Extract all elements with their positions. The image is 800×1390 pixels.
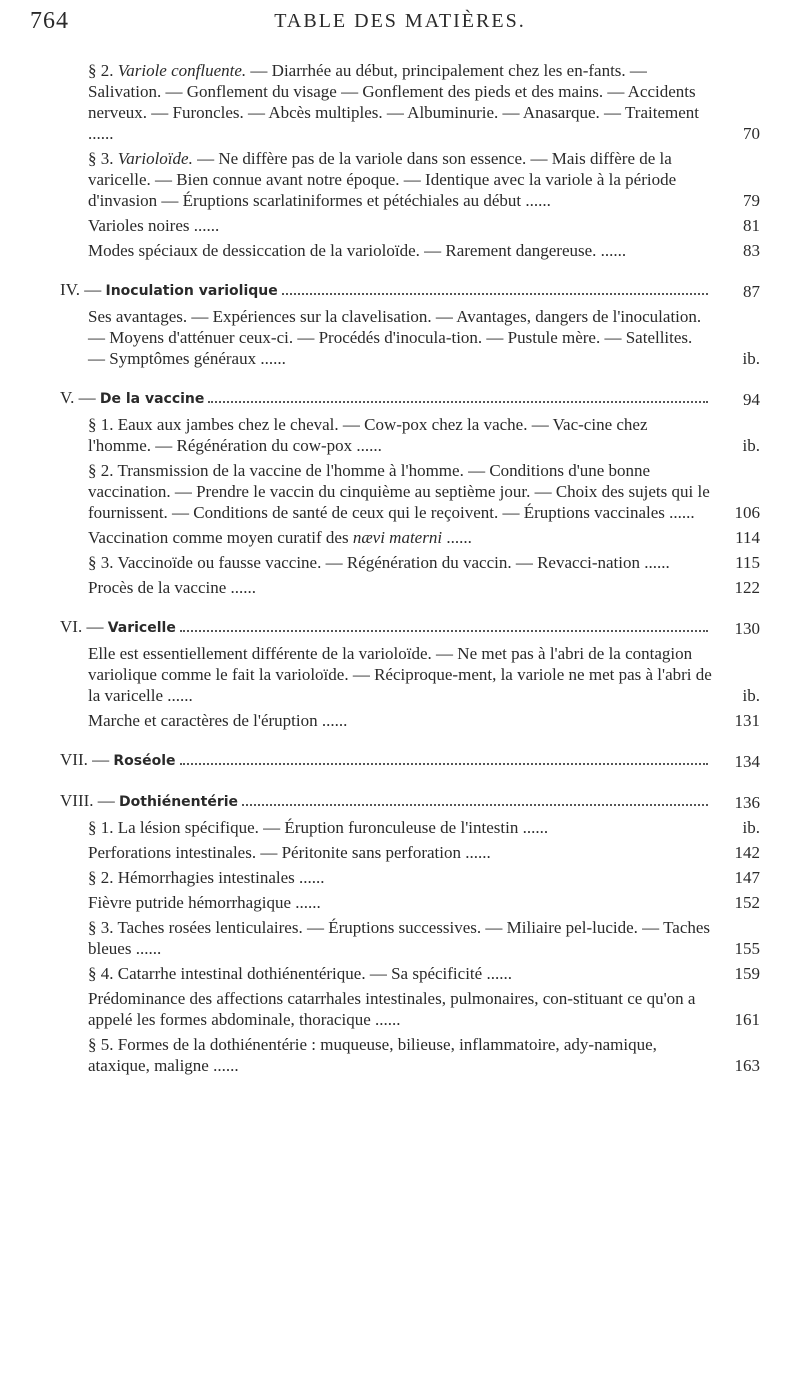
toc-entry-text xyxy=(88,553,640,572)
dot-leader xyxy=(208,401,708,403)
toc-entry xyxy=(60,710,760,731)
section-heading xyxy=(60,387,760,410)
dot-leader xyxy=(180,763,709,765)
text-run: Perforations intestinales. — Péritonite sans perforation xyxy=(88,843,461,862)
toc-entry xyxy=(60,643,760,706)
section-title: Roséole xyxy=(113,753,176,769)
text-run: Varioles noires xyxy=(88,216,190,235)
text-run: § 4. Catarrhe intestinal dothiénentérique. — Sa spécificité xyxy=(88,964,483,983)
dot-leader: ...... xyxy=(370,1010,401,1029)
toc-entry xyxy=(60,577,760,598)
text-run: Marche et caractères de l'éruption xyxy=(88,711,318,730)
toc-entry-text xyxy=(88,241,596,260)
page-reference[interactable]: 106 xyxy=(734,503,760,522)
dot-leader: ...... xyxy=(256,349,286,368)
section-number: VII. xyxy=(60,750,88,769)
dot-leader xyxy=(282,293,708,295)
text-run: § 5. Formes de la dothiénentérie : muqueuse, bilieuse, inflammatoire, ady-namique, ataxique, maligne xyxy=(88,1035,657,1075)
dot-leader: ...... xyxy=(482,964,512,983)
toc-entry xyxy=(60,867,760,888)
page-reference[interactable]: 152 xyxy=(734,893,760,912)
text-run: — Ne diffère pas de la variole dans son essence. — Mais diffère de la varicelle. — Bien connue avant notre époque. — Identique avec la variole à la période d'invasion — Éruptions scarlatiniformes et pétéchiales au début xyxy=(88,149,677,210)
section-heading xyxy=(60,749,760,772)
page-number: 764 xyxy=(30,8,69,34)
dot-leader: ...... xyxy=(294,868,325,887)
page-reference[interactable]: ib. xyxy=(742,436,760,455)
text-run: Prédominance des affections catarrhales intestinales, pulmonaires, con-stituant ce qu'on a appelé les formes abdominale, thoracique xyxy=(88,989,696,1029)
text-run: § 3. Taches rosées lenticulaires. — Éruptions successives. — Miliaire pel-lucide. — Taches bleues xyxy=(88,918,711,958)
text-run: § 2. Transmission de la vaccine de l'homme à l'homme. — Conditions d'une bonne vaccination. — Prendre le vaccin du cinquième au septième jour. — Choix des sujets qui le fournissent. — Conditions de santé de ceux qui le reçoivent. — Éruptions vaccinales xyxy=(88,461,710,522)
dot-leader: ...... xyxy=(596,241,627,260)
section-number: VIII. xyxy=(60,791,94,810)
toc-entry xyxy=(60,148,760,211)
toc-entry-text xyxy=(88,307,701,368)
section-heading-text: IV. — Inoculation variolique xyxy=(60,280,278,299)
toc-entry-text xyxy=(88,918,710,958)
dot-leader: ...... xyxy=(131,939,162,958)
toc-entry xyxy=(60,1034,760,1076)
toc-entry xyxy=(60,963,760,984)
toc-entry xyxy=(60,892,760,913)
text-run: Ses avantages. — Expériences sur la clavelisation. — Avantages, dangers de l'inoculation. — Moyens d'atténuer ceux-ci. — Procédés d'inocula-tion. — Pustule mère. — Satellites. — Symptômes généraux xyxy=(88,307,702,368)
text-run: § 3. Vaccinoïde ou fausse vaccine. — Régénération du vaccin. — Revacci-nation xyxy=(88,553,640,572)
toc-entry xyxy=(60,460,760,523)
text-run: § 2. xyxy=(88,61,118,80)
toc-entry-text xyxy=(88,1035,657,1075)
italic-text: nævi materni xyxy=(352,528,443,547)
toc-entry xyxy=(60,552,760,573)
page-reference[interactable]: ib. xyxy=(742,686,760,705)
toc-entry xyxy=(60,60,760,144)
toc-entry xyxy=(60,306,760,369)
dot-leader xyxy=(180,630,708,632)
page-reference[interactable]: 79 xyxy=(743,191,760,210)
page-reference[interactable]: 83 xyxy=(743,241,760,260)
text-run: Vaccination comme moyen curatif des xyxy=(88,528,353,547)
section-title: Varicelle xyxy=(107,620,176,636)
text-run: § 2. Hémorrhagies intestinales xyxy=(88,868,295,887)
toc-entry xyxy=(60,988,760,1030)
text-run: Procès de la vaccine xyxy=(88,578,227,597)
page-reference[interactable]: 134 xyxy=(734,752,760,771)
dot-leader: ...... xyxy=(442,528,472,547)
section-heading xyxy=(60,616,760,639)
section-number: IV. xyxy=(60,280,80,299)
dot-leader: ...... xyxy=(664,503,695,522)
page-reference[interactable]: 161 xyxy=(734,1010,760,1029)
page-reference[interactable]: 114 xyxy=(735,528,760,547)
page-reference[interactable]: 87 xyxy=(743,282,760,301)
italic-text: Varioloïde. xyxy=(117,149,193,168)
page-reference[interactable]: 142 xyxy=(734,843,760,862)
toc-entry-text xyxy=(88,868,295,887)
toc-entry-text xyxy=(88,461,710,522)
italic-text: Variole confluente. xyxy=(117,61,247,80)
section-heading xyxy=(60,279,760,302)
dot-leader: ...... xyxy=(208,1056,239,1075)
text-run: Modes spéciaux de dessiccation de la varioloïde. — Rarement dangereuse. xyxy=(88,241,597,260)
section-number: VI. xyxy=(60,617,83,636)
toc-entry-text xyxy=(88,818,518,837)
page-reference[interactable]: 122 xyxy=(734,578,760,597)
toc-entry xyxy=(60,215,760,236)
section-title: De la vaccine xyxy=(99,391,205,407)
dot-leader: ...... xyxy=(518,818,549,837)
dot-leader: ...... xyxy=(163,686,193,705)
toc-entry-text xyxy=(88,528,442,547)
toc-entry-text xyxy=(88,843,461,862)
dot-leader: ...... xyxy=(88,124,114,143)
text-run: § 1. La lésion spécifique. — Éruption furonculeuse de l'intestin xyxy=(88,818,519,837)
page-reference[interactable]: ib. xyxy=(742,349,760,368)
toc-entry xyxy=(60,817,760,838)
toc-entry-text xyxy=(88,711,318,730)
dot-leader: ...... xyxy=(640,553,670,572)
dot-leader xyxy=(242,804,708,806)
section-heading-text: VIII. — Dothiénentérie xyxy=(60,791,239,810)
text-run: § 1. Eaux aux jambes chez le cheval. — Cow-pox chez la vache. — Vac-cine chez l'homme. — Régénération du cow-pox xyxy=(88,415,648,455)
dot-leader: ...... xyxy=(521,191,551,210)
section-heading-text: VI. — Varicelle xyxy=(60,617,176,636)
toc-entry-text xyxy=(88,578,226,597)
page-reference[interactable]: 136 xyxy=(734,793,760,812)
running-title: TABLE DES MATIÈRES. xyxy=(274,10,526,32)
section-heading xyxy=(60,790,760,813)
section-heading-text: V. — De la vaccine xyxy=(60,388,205,407)
toc-entry-text xyxy=(88,149,676,210)
section-title: Inoculation variolique xyxy=(105,283,278,299)
toc-entry-text xyxy=(88,61,699,122)
toc-entry-text xyxy=(88,893,291,912)
toc-entry xyxy=(60,414,760,456)
page-reference[interactable]: 155 xyxy=(734,939,760,958)
page-reference[interactable]: 147 xyxy=(734,868,760,887)
page-reference[interactable]: 130 xyxy=(734,619,760,638)
dot-leader: ...... xyxy=(291,893,321,912)
toc-entry xyxy=(60,842,760,863)
page-reference[interactable]: 159 xyxy=(734,964,760,983)
text-run: Elle est essentiellement différente de la varioloïde. — Ne met pas à l'abri de la contagion variolique comme le fait la varioloïde. — Réciproque-ment, la variole ne met pas à l'abri de la varicelle xyxy=(88,644,712,705)
section-heading-text: VII. — Roséole xyxy=(60,750,176,769)
page-reference[interactable]: 81 xyxy=(743,216,760,235)
text-run: Fièvre putride hémorrhagique xyxy=(88,893,291,912)
toc-entry-text xyxy=(88,216,190,235)
text-run: — Diarrhée au début, principalement chez les en-fants. — Salivation. — Gonflement du visage — Gonflement des pieds et des mains. — Accidents nerveux. — Furoncles. — Abcès multiples. — Albuminurie. — Anasarque. — Traitement xyxy=(88,61,699,122)
toc-entry xyxy=(60,527,760,548)
page-reference[interactable]: 131 xyxy=(734,711,760,730)
toc-entry xyxy=(60,917,760,959)
toc-entry-text xyxy=(88,964,482,983)
page-reference[interactable]: ib. xyxy=(742,818,760,837)
page-reference[interactable]: 70 xyxy=(743,124,760,143)
dot-leader: ...... xyxy=(352,436,382,455)
page-reference[interactable]: 115 xyxy=(735,553,760,572)
page-reference[interactable]: 94 xyxy=(743,390,760,409)
text-run: § 3. xyxy=(88,149,118,168)
section-number: V. xyxy=(60,388,75,407)
table-of-contents xyxy=(60,56,760,1080)
dot-leader: ...... xyxy=(317,711,348,730)
page-header xyxy=(30,8,770,48)
toc-entry xyxy=(60,240,760,261)
section-title: Dothiénentérie xyxy=(119,794,239,810)
dot-leader: ...... xyxy=(460,843,491,862)
page-reference[interactable]: 163 xyxy=(734,1056,760,1075)
dot-leader: ...... xyxy=(189,216,220,235)
dot-leader: ...... xyxy=(226,578,257,597)
